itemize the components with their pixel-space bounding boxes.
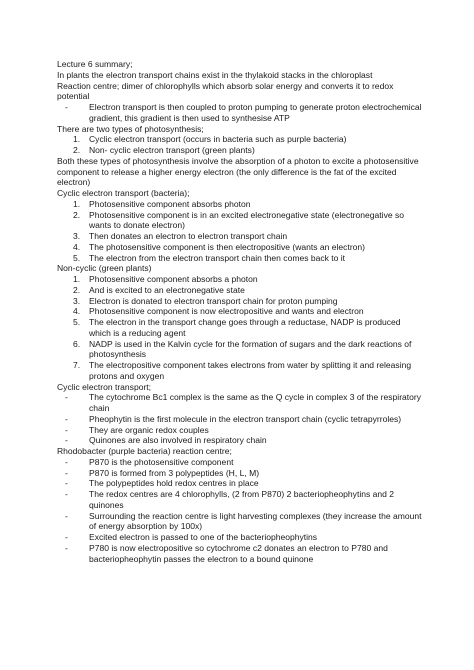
list-item <box>57 489 422 511</box>
section-heading: Cyclic electron transport; <box>57 381 152 392</box>
list-item-text: Quinones are also involved in respiratory chain <box>89 435 267 446</box>
list-marker: 2. <box>73 284 81 295</box>
list-marker: 5. <box>73 317 81 327</box>
list-item <box>57 339 422 361</box>
section-heading: Non-cyclic (green plants) <box>57 263 152 274</box>
list-marker: 2. <box>73 209 81 220</box>
list-item-text: Excited electron is passed to one of the bacteriopheophytins <box>89 532 318 542</box>
list-item <box>57 242 422 253</box>
list-item <box>57 199 422 210</box>
list-item <box>57 145 422 156</box>
list-item-text: Photosensitive component absorbs photon <box>89 198 251 209</box>
paragraph: In plants the electron transport chains exist in the thylakoid stacks in the chloroplast <box>57 69 373 80</box>
list-item-text: They are organic redox couples <box>89 424 209 435</box>
list-item-text: Then donates an electron to electron transport chain <box>89 231 288 241</box>
list-item <box>57 478 422 489</box>
list-marker: 1. <box>73 134 81 145</box>
list-item <box>57 468 422 479</box>
list-item <box>57 253 422 264</box>
list-marker: - <box>65 542 68 553</box>
list-item <box>57 285 422 296</box>
list-item <box>57 425 422 436</box>
list-item <box>57 360 422 382</box>
list-marker: 3. <box>73 231 81 241</box>
section-heading: Cyclic electron transport (bacteria); <box>57 188 190 198</box>
list-item <box>57 317 422 339</box>
list-item-text: NADP is used in the Kalvin cycle for the formation of sugars and the dark reactions of photosynthesis <box>89 338 412 360</box>
list-item <box>57 134 422 145</box>
list-marker: - <box>65 467 68 478</box>
section-heading: Rhodobacter (purple bacteria) reaction centre; <box>57 446 232 456</box>
list-item-text: And is excited to an electronegative state <box>89 284 245 295</box>
list-item-text: The polypeptides hold redox centres in place <box>89 478 259 489</box>
list-item-text: Photosensitive component absorbs a photon <box>89 274 258 284</box>
list-marker: - <box>65 435 68 446</box>
list-marker: - <box>65 413 68 424</box>
list-item <box>57 435 422 446</box>
list-item-text: Electron transport is then coupled to proton pumping to generate proton electrochemical gradient, this gradient is then used to synthesise ATP <box>89 102 422 123</box>
list-marker: - <box>65 532 68 542</box>
list-marker: - <box>65 510 68 521</box>
list-marker: - <box>65 478 68 489</box>
list-item-text: P870 is the photosensitive component <box>89 456 234 467</box>
list-marker: 4. <box>73 241 81 252</box>
list-marker: 1. <box>73 198 81 209</box>
lecture-title: Lecture 6 summary; <box>57 59 133 69</box>
list-item-text: P780 is now electropositive so cytochrome c2 donates an electron to P780 and bacteriopheophytin passes the electron to a bound quinone <box>89 542 388 564</box>
list-item <box>57 414 422 425</box>
list-item <box>57 543 422 565</box>
list-marker: 7. <box>73 360 81 370</box>
list-item-text: The photosensitive component is then electropositive (wants an electron) <box>89 241 366 252</box>
list-item-text: Cyclic electron transport (occurs in bacteria such as purple bacteria) <box>89 134 347 145</box>
list-item-text: Photosensitive component is in an excited electronegative state (electronegative so wants to donate electron) <box>89 209 404 231</box>
list-item-text: The cytochrome Bc1 complex is the same as the Q cycle in complex 3 of the respiratory chain <box>89 392 422 413</box>
list-item-text: The electron from the electron transport chain then comes back to it <box>89 252 346 263</box>
list-item-text: The electron in the transport change goes through a reductase, NADP is produced which is a reducing agent <box>89 317 401 338</box>
list-marker: 5. <box>73 252 81 263</box>
list-item <box>57 306 422 317</box>
list-item-text: The electropositive component takes electrons from water by splitting it and releasing protons and oxygen <box>89 360 412 381</box>
list-item <box>57 231 422 242</box>
list-item-text: Pheophytin is the first molecule in the electron transport chain (cyclic tetrapyrroles) <box>89 413 402 424</box>
list-marker: 2. <box>73 145 81 155</box>
list-marker: - <box>65 489 68 499</box>
list-item-text: Photosensitive component is now electropositive and wants and electron <box>89 306 364 317</box>
list-marker: 3. <box>73 295 81 306</box>
list-item <box>57 511 422 533</box>
list-marker: 1. <box>73 274 81 284</box>
list-item <box>57 532 422 543</box>
list-item-text: Electron is donated to electron transport chain for proton pumping <box>89 295 338 306</box>
list-item-text: The redox centres are 4 chlorophylls, (2 from P870) 2 bacteriopheophytins and 2 quinones <box>89 489 395 510</box>
list-item-text: Surrounding the reaction centre is light harvesting complexes (they increase the amount of energy absorption by 100x) <box>89 510 422 532</box>
list-marker: 6. <box>73 338 81 349</box>
list-item <box>57 296 422 307</box>
list-marker: - <box>65 424 68 435</box>
list-item <box>57 457 422 468</box>
list-item <box>57 102 422 124</box>
list-item <box>57 210 422 232</box>
paragraph: Reaction centre; dimer of chlorophylls which absorb solar energy and converts it to redox potential <box>57 80 394 102</box>
list-item-text: Non- cyclic electron transport (green plants) <box>89 145 255 155</box>
list-marker: - <box>65 456 68 467</box>
paragraph: There are two types of photosynthesis; <box>57 123 204 134</box>
list-item <box>57 392 422 414</box>
list-marker: 4. <box>73 306 81 317</box>
list-item <box>57 274 422 285</box>
list-marker: - <box>65 392 68 403</box>
list-marker: - <box>65 102 68 112</box>
document-body <box>57 59 422 564</box>
list-item-text: P870 is formed from 3 polypeptides (H, L, M) <box>89 467 260 478</box>
paragraph: Both these types of photosynthesis involve the absorption of a photon to excite a photosensitive component to release a higher energy electron (the only difference is the fat of the excited electron) <box>57 155 419 188</box>
